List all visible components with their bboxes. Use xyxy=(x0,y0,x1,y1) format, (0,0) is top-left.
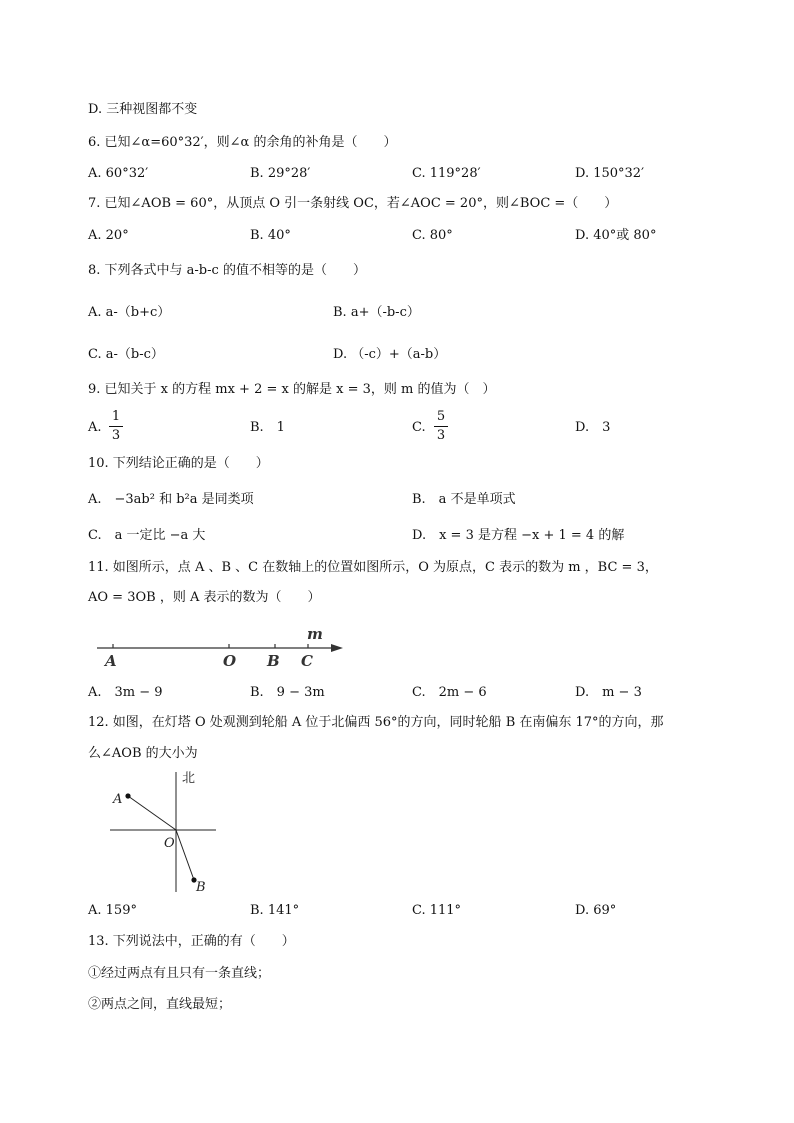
q11-number-line-figure xyxy=(95,624,350,670)
label-o: O xyxy=(223,652,237,670)
q9-option-c-fraction xyxy=(434,409,448,444)
q7-stem: 7. 已知∠AOB = 60°，从顶点 O 引一条射线 OC，若∠AOC = 20°，则∠BOC =（ ） xyxy=(88,196,618,211)
q9-option-d: D. 3 xyxy=(575,420,611,435)
q7-option-a: A. 20° xyxy=(88,228,129,243)
q9-a-numerator: 1 xyxy=(109,409,123,427)
q10-stem: 10. 下列结论正确的是（ ） xyxy=(88,456,269,471)
q9-c-denominator: 3 xyxy=(436,428,446,443)
q13-stem: 13. 下列说法中，正确的有（ ） xyxy=(88,934,295,949)
label-a: A xyxy=(113,792,123,807)
q6-stem: 6. 已知∠α=60°32′，则∠α 的余角的补角是（ ） xyxy=(88,135,397,150)
label-o: O xyxy=(164,836,175,851)
q10-option-a: A. −3ab² 和 b²a 是同类项 xyxy=(88,492,254,507)
q9-option-a-label: A. xyxy=(88,420,102,435)
q12-stem-line1: 12. 如图，在灯塔 O 处观测到轮船 A 位于北偏西 56°的方向，同时轮船 B 在南偏东 17°的方向，那 xyxy=(88,715,664,730)
q11-stem-line2: AO = 3OB ，则 A 表示的数为（ ） xyxy=(88,590,321,605)
q12-option-d: D. 69° xyxy=(575,903,617,918)
q12-option-a: A. 159° xyxy=(88,903,137,918)
label-a: A xyxy=(105,652,117,670)
label-c: C xyxy=(301,652,313,670)
q12-compass-figure xyxy=(106,768,222,896)
q8-option-d: D. （-c）+（a-b） xyxy=(333,347,447,362)
q8-option-a: A. a-（b+c） xyxy=(88,305,171,320)
point-a xyxy=(125,793,130,798)
q10-option-d: D. x = 3 是方程 −x + 1 = 4 的解 xyxy=(412,528,625,543)
q6-option-a: A. 60°32′ xyxy=(88,166,149,181)
q7-option-b: B. 40° xyxy=(250,228,291,243)
q8-stem: 8. 下列各式中与 a-b-c 的值不相等的是（ ） xyxy=(88,263,366,278)
q6-option-c: C. 119°28′ xyxy=(412,166,481,181)
q6-option-d: D. 150°32′ xyxy=(575,166,645,181)
q11-option-a: A. 3m − 9 xyxy=(88,685,163,700)
q7-option-c: C. 80° xyxy=(412,228,453,243)
label-m: m xyxy=(307,625,323,643)
ray-oa xyxy=(128,796,176,830)
q9-option-c-label: C. xyxy=(412,420,426,435)
q5-option-d: D. 三种视图都不变 xyxy=(88,102,198,117)
q13-item-1: ①经过两点有且只有一条直线； xyxy=(88,966,271,981)
q11-option-d: D. m − 3 xyxy=(575,685,642,700)
q8-option-b: B. a+（-b-c） xyxy=(333,305,420,320)
label-north: 北 xyxy=(182,771,196,786)
q6-option-b: B. 29°28′ xyxy=(250,166,311,181)
q9-c-numerator: 5 xyxy=(434,409,448,427)
q7-option-d: D. 40°或 80° xyxy=(575,228,657,243)
q9-stem: 9. 已知关于 x 的方程 mx + 2 = x 的解是 x = 3，则 m 的值为（ ） xyxy=(88,382,496,397)
q13-item-2: ②两点之间，直线最短； xyxy=(88,997,232,1012)
q12-option-c: C. 111° xyxy=(412,903,462,918)
q9-option-b: B. 1 xyxy=(250,420,285,435)
q10-option-b: B. a 不是单项式 xyxy=(412,492,516,507)
q11-option-c: C. 2m − 6 xyxy=(412,685,487,700)
q9-option-a-fraction xyxy=(109,409,123,444)
q9-a-denominator: 3 xyxy=(111,428,121,443)
label-b: B xyxy=(267,652,280,670)
q12-stem-line2: 么∠AOB 的大小为 xyxy=(88,746,198,761)
label-b: B xyxy=(196,880,206,895)
q10-option-c: C. a 一定比 −a 大 xyxy=(88,528,206,543)
ray-ob xyxy=(176,830,194,880)
q12-option-b: B. 141° xyxy=(250,903,300,918)
number-line-arrow xyxy=(331,644,343,652)
q11-option-b: B. 9 − 3m xyxy=(250,685,325,700)
q11-stem-line1: 11. 如图所示，点 A 、B 、C 在数轴上的位置如图所示，O 为原点，C 表示的数为 m ，BC = 3， xyxy=(88,560,658,575)
q8-option-c: C. a-（b-c） xyxy=(88,347,164,362)
